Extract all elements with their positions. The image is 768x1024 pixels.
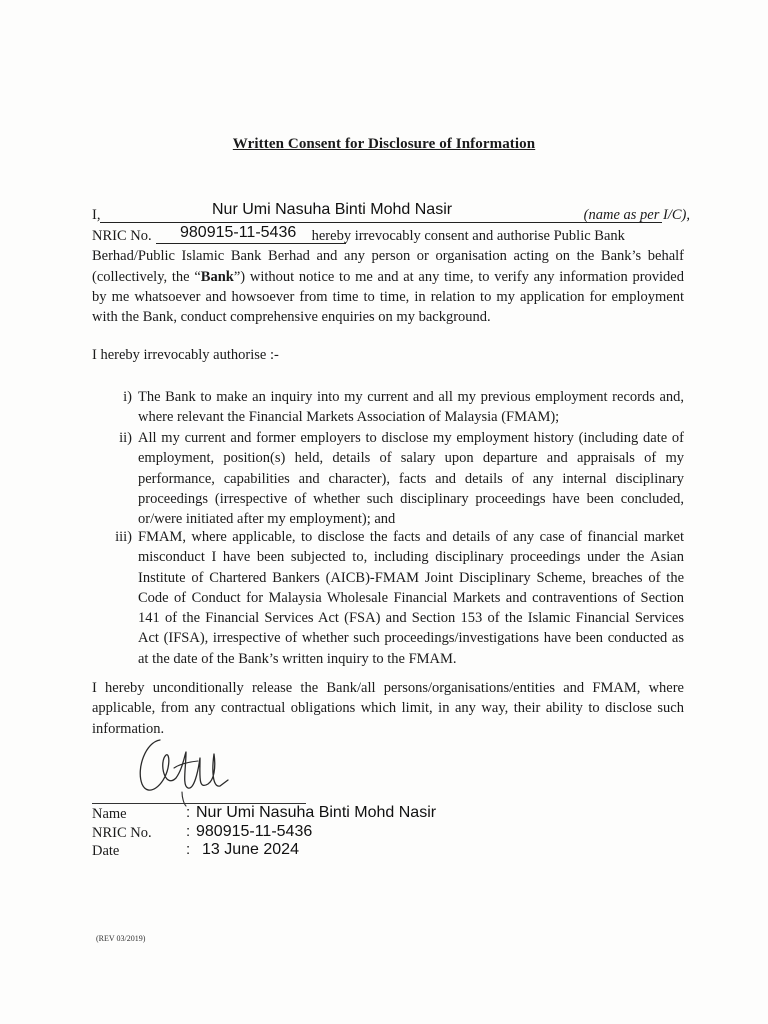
bank-defined-term: Bank bbox=[200, 268, 234, 285]
handwritten-signature bbox=[128, 728, 238, 808]
applicant-nric-field[interactable]: 980915-11-5436 bbox=[180, 224, 297, 241]
detail-colon: : bbox=[186, 841, 191, 858]
list-item-text: The Bank to make an inquiry into my current and all my previous employment records and, where relevant the Financial Markets Association of Malaysia (FMAM); bbox=[138, 389, 684, 426]
list-item-number: ii) bbox=[119, 430, 132, 446]
list-item-number: iii) bbox=[115, 529, 132, 545]
detail-row-nric bbox=[92, 823, 512, 843]
release-paragraph: I hereby unconditionally release the Bank/all persons/organisations/entities and FMAM, where applicable, from any contractual obligations which limit, in any way, their ability to disclose such information. bbox=[92, 680, 684, 737]
name-hint: (name as per I/C), bbox=[583, 207, 690, 223]
detail-colon: : bbox=[186, 804, 191, 821]
detail-date-value[interactable]: 13 June 2024 bbox=[202, 841, 299, 858]
applicant-name-field[interactable]: Nur Umi Nasuha Binti Mohd Nasir bbox=[212, 201, 453, 218]
detail-nric-label: NRIC No. bbox=[92, 825, 152, 841]
detail-row-date bbox=[92, 841, 512, 861]
i-label: I, bbox=[92, 207, 101, 223]
detail-date-label: Date bbox=[92, 843, 120, 859]
list-item-number: i) bbox=[123, 389, 132, 405]
detail-colon: : bbox=[186, 823, 191, 840]
list-item-text: All my current and former employers to disclose my employment history (including date of employment, position(s) held, details of salary upon departure and appraisals of my performance, capabilities and character), facts and details of any internal disciplinary proceedings (irrespective of whether such disciplinary proceedings have been concluded, or/were initiated after my employment); and bbox=[138, 430, 684, 528]
consent-body-end: ”) without notice to me and at any time, to verify any information provided by me whatsoever and howsoever from time to time, in relation to my application for employment with the Bank, conduct comprehensive enquiries on my background. bbox=[92, 268, 684, 326]
document-title: Written Consent for Disclosure of Information bbox=[232, 136, 536, 152]
consent-first-line bbox=[92, 226, 684, 246]
authorise-heading: I hereby irrevocably authorise :- bbox=[92, 347, 279, 363]
consent-paragraph bbox=[92, 226, 684, 327]
list-item-text: FMAM, where applicable, to disclose the facts and details of any case of financial market misconduct I have been subjected to, including disciplinary proceedings under the Asian Institute of Chartered Bankers (AICB)-FMAM Joint Disciplinary Scheme, breaches of the Code of Conduct for Malaysia Wholesale Financial Markets and contraventions of Section 141 of the Financial Services Act (FSA) and Section 153 of the Islamic Financial Services Act (IFSA), irrespective of whether such proceedings/investigations have been conducted as at the date of the Bank’s written inquiry to the FMAM. bbox=[138, 529, 684, 667]
detail-name-value[interactable]: Nur Umi Nasuha Binti Mohd Nasir bbox=[196, 804, 437, 821]
revision-code: (REV 03/2019) bbox=[96, 934, 146, 943]
consent-body-text: Berhad/Public Islamic Bank Berhad and any person or organisation acting on the Bank’s behalf (collectively, the “ bbox=[92, 248, 684, 285]
name-underline bbox=[100, 222, 662, 223]
nric-label: NRIC No. bbox=[92, 228, 152, 244]
detail-nric-value[interactable]: 980915-11-5436 bbox=[196, 823, 313, 840]
detail-name-label: Name bbox=[92, 806, 127, 822]
detail-row-name bbox=[92, 804, 512, 824]
applicant-name-row bbox=[92, 201, 690, 225]
consent-line1-text: hereby irrevocably consent and authorise Public Bank bbox=[311, 228, 625, 244]
